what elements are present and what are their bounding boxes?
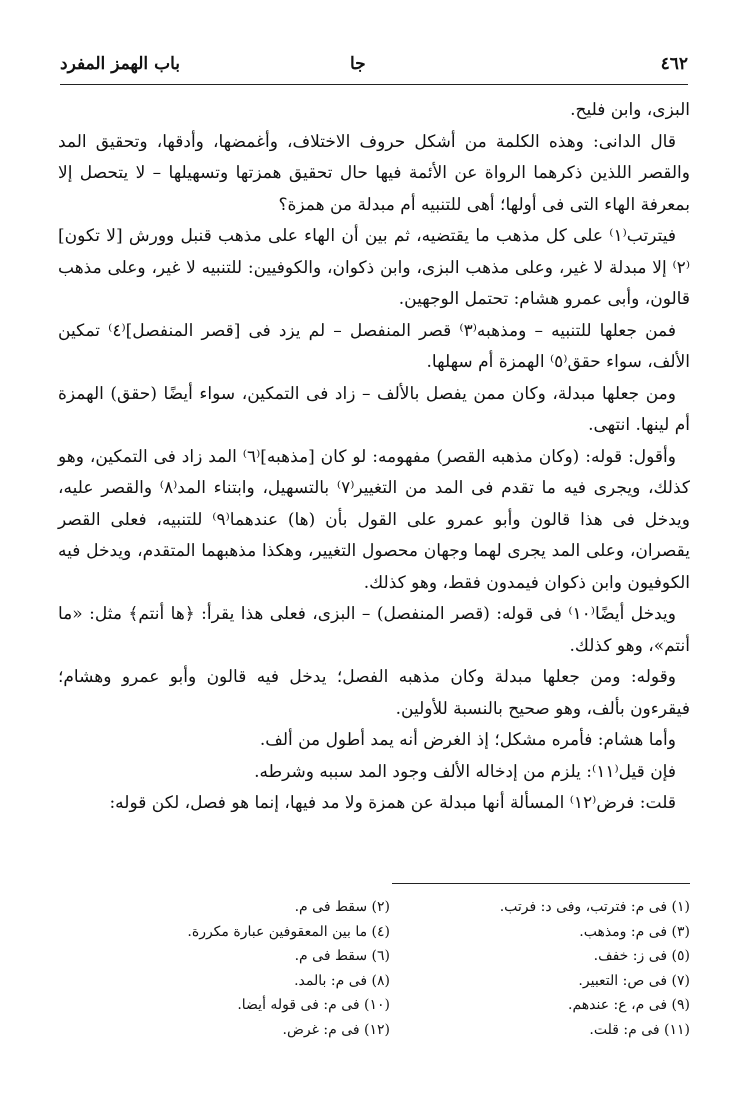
paragraph: وقوله: ومن جعلها مبدلة وكان مذهبه الفصل؛ يدخل فيه قالون وأبو عمرو وهشام؛ فيقرءون بألف، وهو صحيح بالنسبة للأولين. [58,667,690,719]
paragraph: وأقول: قوله: (وكان مذهبه القصر) مفهومه: لو كان [مذهبه]⁽٦⁾ المد زاد فى التمكين، وهو كذلك، ويجرى فيه ما تقدم فى المد من التغيير⁽٧⁾ بالتسهيل، وابتناء المد⁽٨⁾ والقصر عليه، ويدخل فى هذا قالون وأبو عمرو على القول بأن (ها) عندهما⁽٩⁾ للتنبيه، فعلى القصر يقصران، وعلى المد يجرى لهما وجهان محصول التغيير، وهكذا مذهبهما المتقدم، ويدخل فيه الكوفيون وابن ذكوان فيمدون فقط، وهو كذلك. [58,446,691,593]
paragraph: فمن جعلها للتنبيه – ومذهبه⁽٣⁾ قصر المنفصل – لم يزد فى [قصر المنفصل]⁽٤⁾ تمكين الألف، سواء حقق⁽٥⁾ الهمزة أم سهلها. [58,320,690,372]
paragraph: البزى، وابن فليح. [570,100,690,120]
header-divider [60,84,688,85]
footnote: (٣) فى م: ومذهب. [579,923,690,940]
running-header [60,50,688,80]
footnote: (٩) فى م، ع: عندهم. [568,997,690,1013]
paragraph: قال الدانى: وهذه الكلمة من أشكل حروف الاختلاف، وأغمضها، وأدقها، وتحقيق المد والقصر اللذين ذكرهما الرواة عن الأئمة فيها حال تحقيق همزتها وتسهيلها – لا يتحصل إلا بمعرفة الهاء التى فى أولها؛ أهى للتنبيه أم مبدلة من همزة؟ [58,131,690,215]
paragraph: ومن جعلها مبدلة، وكان ممن يفصل بالألف – زاد فى التمكين، سواء أيضًا (حقق) الهمزة أم لينها. انتهى. [58,383,690,435]
paragraph: فإن قيل⁽١١⁾: يلزم من إدخاله الألف وجود المد سببه وشرطه. [254,761,676,782]
footnote: (٤) ما بين المعقوفين عبارة مكررة. [187,923,390,940]
footnote: (١٠) فى م: فى قوله أيضا. [237,997,390,1013]
footnotes [150,895,690,1042]
paragraph: قلت: فرض⁽١٢⁾ المسألة أنها مبدلة عن همزة ولا مد فيها، إنما هو فصل، لكن قوله: [109,793,676,813]
footnote: (٦) سقط فى م. [294,948,390,964]
footnote: (٢) سقط فى م. [294,899,390,915]
paragraph: وأما هشام: فأمره مشكل؛ إذ الغرض أنه يمد أطول من ألف. [259,730,676,750]
volume-number: جا [350,54,366,74]
footnote-divider [392,883,690,884]
footnote: (٨) فى م: بالمد. [294,972,390,989]
paragraph: ويدخل أيضًا⁽١٠⁾ فى قوله: (قصر المنفصل) – البزى، فعلى هذا يقرأ: ﴿ها أنتم﴾ مثل: «ما أنتم»، وهو كذلك. [58,604,690,656]
footnote: (١٢) فى م: غرض. [282,1021,390,1038]
page-number: ٤٦٢ [660,54,688,74]
footnote: (١١) فى م: قلت. [589,1021,690,1038]
footnote: (١) فى م: فترتب، وفى د: فرتب. [499,899,690,915]
main-text [58,95,690,820]
paragraph: فيترتب⁽١⁾ على كل مذهب ما يقتضيه، ثم بين أن الهاء على مذهب قنبل وورش [لا تكون]⁽٢⁾ إلا مبدلة لا غير، وعلى مذهب البزى، وابن ذكوان، والكوفيين: للتنبيه لا غير، وعلى مذهب قالون، وأبى عمرو هشام: تحتمل الوجهين. [58,226,690,309]
footnote: (٧) فى ص: التعبير. [578,972,690,989]
footnote: (٥) فى ز: خفف. [593,948,690,964]
chapter-title: باب الهمز المفرد [60,54,180,74]
